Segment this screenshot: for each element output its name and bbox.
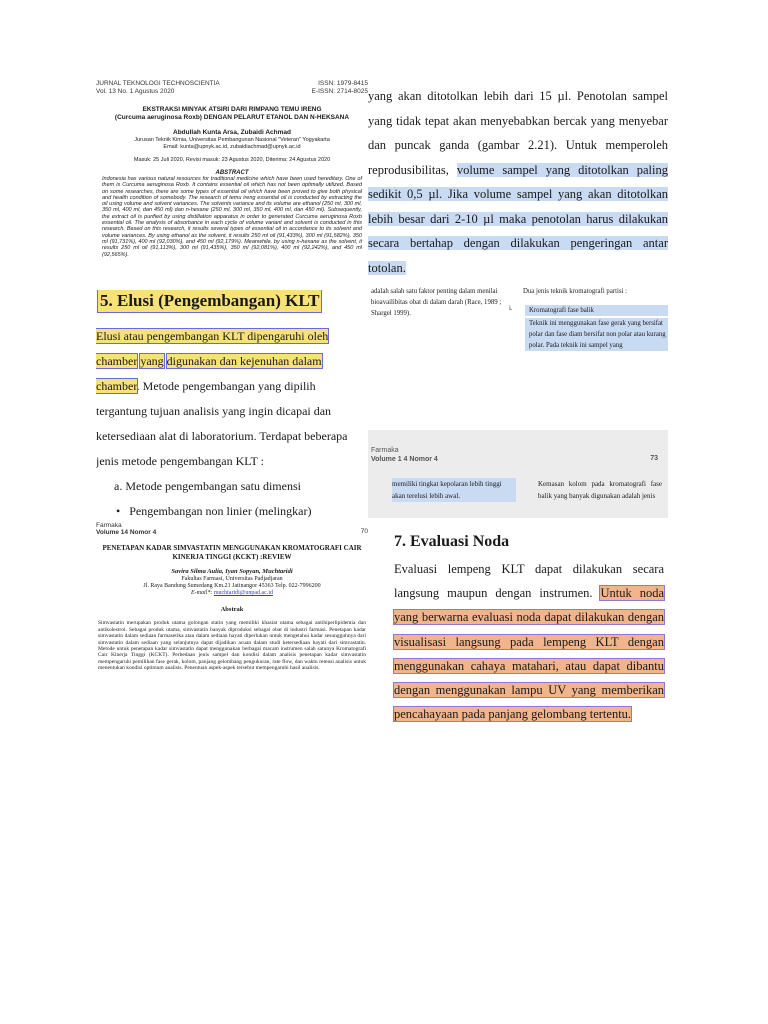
highlight-span: digunakan dan kejenuhan dalam	[166, 354, 322, 368]
paper-affiliation: Fakultas Farmasi, Universitas Padjadjaran	[181, 575, 283, 582]
highlight-span: chamber	[96, 354, 138, 368]
right-intro: Dua jenis teknik kromatografi partisi :	[523, 288, 628, 295]
body-text	[368, 282, 668, 284]
journal-volume: Volume 14 Nomor 4	[96, 529, 157, 537]
highlight-span: Untuk noda yang berwarna evaluasi noda dapat dilakukan dengan visualisasi langsung pada lempeng KLT dengan menggunakan cahaya matahari, atau dapat dibantu dengan menggunakan lampu UV yang memberikan pencahayaan pada panjang gelombang tertentu.	[394, 586, 664, 722]
body-text: . Metode pengembangan yang dipilih tergantung tujuan analisis yang ingin dicapai dan ketersediaan alat di laboratorium. Terdapat beberapa jenis metode pengembangan KLT :	[96, 379, 348, 468]
highlight-span: volume sampel yang ditotolkan paling sedikit 0,5 µl. Jika volume sampel yang akan ditotolkan lebih besar dari 2-10 µl maka penotolan harus dilakukan secara bertahap dengan dilakukan pengeringan antar totolan.	[368, 162, 668, 275]
body-text: Evaluasi lempeng KLT dapat dilakukan secara langsung maupun dengan instrumen.	[394, 562, 664, 601]
body-text	[368, 730, 668, 737]
journal-abstract-panel	[96, 80, 368, 273]
band-right-text: Kemasan kolom pada kromatografi fase balik yang banyak digunakan adalah jenis	[538, 480, 662, 500]
band-journal-name: Farmaka	[371, 447, 399, 454]
page-number: 70	[360, 528, 368, 535]
band-left-text: memiliki tingkat kepolaran lebih tinggi akan terelusi lebih awal.	[392, 478, 516, 502]
abstract-text: Indonesia has various natural resources for traditional medicine which have been used hereditary. One of them is Curcuma aeruginosa Roxb. It contains essential oil which has not been optimally utilized. Based on some researches, there are some types of essential oil which have been proved to give both physical and health condition of somebody. The research of temu ireng essential oil is conducted by extracting the oil using volume and solvent variances. The solvents variance and its volume are ethanol (250 ml, 300 ml, 350 ml, 400 ml, dan 450 ml) dan n-hexane (250 ml, 300 ml, 350 ml, 400 ml, dan 450 ml). Subsequently, the extract oil is purified by using distillation apparatus in order to generated Curcuma aeruginosa Roxb essential oil. The analysis of absorbance in each cycle of volume variant and solvent is conducted in this research. Based on this research, it results several types of essential oil in accordance to its solvent and volume variances. By using ethanol as the solvent, it results 250 ml oil (91,433%), 300 ml (91,582%), 350 ml (91,731%), 400 ml (92,030%), and 450 ml (92,179%). Meanwhile, by using n-hexane as the solvent, it results 250 ml oil (91,113%), 300 ml (91,435%), 350 ml (92,081%), 400 ml (92,242%), and 450 ml (92,565%).	[102, 176, 362, 258]
numbered-item	[509, 303, 668, 351]
journal-issn: ISSN: 1979-8415	[318, 80, 368, 87]
penotolan-section	[368, 84, 668, 284]
list-item: a. Metode pengembangan satu dimensi	[114, 479, 301, 493]
two-column-snippet	[368, 286, 668, 426]
paper-title-line1: EKSTRAKSI MINYAK ATSIRI DARI RIMPANG TEMU IRENG	[142, 106, 322, 113]
highlight-box: Teknik ini menggunakan fase gerak yang bersifat polar dan fase diam bersifat non polar atau kurang polar. Pada teknik ini sampel yang	[525, 318, 668, 351]
band-journal	[371, 446, 438, 464]
elusi-section	[96, 290, 368, 522]
journal-name: JURNAL TEKNOLOGI TECHNOSCIENTIA	[96, 80, 220, 87]
paper-affiliation: Jurusan Teknik Kimia, Universitas Pembangunan Nasional "Veteran" Yogyakarta	[134, 137, 330, 143]
paper-authors: Savira Silma Aulia, Iyan Sopyan, Muchtaridi	[171, 568, 293, 576]
body-text: yang akan ditotolkan lebih dari 15 µl. Penotolan sampel yang tidak tepat akan menyebabkan bercak yang menyebar dan puncak ganda (gambar 2.21). Untuk memperoleh reprodusibilitas,	[368, 89, 668, 177]
paper-dates: Masuk: 25 Juli 2020, Revisi masuk: 23 Agustus 2020, Diterima: 24 Agustus 2020	[133, 157, 331, 163]
left-column-text: adalah salah satu faktor penting dalam menilai bioavailibitas obat di dalam darah (Race, 1989 ; Shargel 1999).	[371, 288, 502, 317]
journal-volume: Vol. 13 No. 1 Agustus 2020	[96, 88, 175, 95]
journal-header	[96, 80, 368, 96]
abstract-text: Simvastatin merupakan produk utama golongan statin yang memiliki khasiat utama sebagai antihiperlipidemia dan antikolestrol. Sebagai produk utama, simvastatin banyak diproduksi sebagai obat di industri farmasi. Penetapan kadar simvastatin dalam sediaan farmasetika atau dalam sediaan hayati diperlukan untuk mengetahui kadar sesungguhnya dari simvastatin dalam sediaan yang selanjutnya dapat dijadikan acuan dalam studi ketersediaan hayati dari simvastatin. Metode untuk penetapan kadar simvastatin dapat menggunakan berbagai macam instrumen salah satunya Kromatografi Cair Kinerja Tinggi (KCKT). Perbedaan jenis sampel dan kondisi dalam analisis penetapan kadar simvastatin mempengaruhi pemilihan fase gerak, kolom, panjang gelombang pengukuran, rate flow, dan waktu retensi analisis untuk menentukan kondisi optimum analisis. Penentuan aspek-aspek tersebut mempengaruhi hasil analisis.	[98, 620, 366, 672]
highlight-span: chamber	[96, 379, 137, 393]
band-page-number: 73	[650, 455, 658, 462]
section-heading: 5. Elusi (Pengembangan) KLT	[100, 291, 320, 310]
abstract-heading: Abstrak	[220, 606, 244, 614]
paper-title	[96, 106, 368, 122]
journal-header	[96, 522, 368, 536]
bullet-item: • Pengembangan non linier (melingkar)	[116, 504, 312, 518]
highlight-span: yang	[140, 354, 164, 368]
evaluasi-section	[368, 525, 668, 737]
paper-email	[96, 590, 368, 597]
paper-title: PENETAPAN KADAR SIMVASTATIN MENGGUNAKAN KROMATOGRAFI CAIR KINERJA TINGGI (KCKT) :REVIEW	[102, 544, 362, 562]
band-journal-volume: Volume 1 4 Nomor 4	[371, 456, 438, 463]
email-label: E-mail*:	[190, 590, 213, 597]
highlight-span: Elusi atau pengembangan KLT dipengaruhi oleh	[96, 329, 329, 343]
email-link[interactable]: muchtaridi@unpad.ac.id	[213, 590, 273, 597]
simvastatin-paper	[96, 522, 368, 737]
section-heading: 7. Evaluasi Noda	[394, 533, 510, 550]
paper-address: Jl. Raya Bandung Sumedang Km.21 Jatinangor 45363 Telp. 022-7996200	[143, 582, 321, 589]
section-body	[96, 324, 368, 522]
item-number: i.	[509, 305, 513, 312]
paper-title-line2: (Curcuma aeruginosa Roxb) DENGAN PELARUT ETANOL DAN N-HEKSANA	[114, 114, 350, 121]
paper-authors: Abdullah Kunta Arsa, Zubaidi Achmad	[173, 129, 291, 136]
right-column	[509, 286, 668, 351]
highlight-box: Kromatografi fase balik	[525, 305, 668, 316]
journal-eissn: E-ISSN: 2714-8025	[311, 88, 368, 95]
section-body	[368, 557, 668, 726]
bullet-text: Pengembangan non linier (melingkar)	[129, 504, 312, 518]
journal-name: Farmaka	[96, 522, 122, 529]
paper-email: Email: kunta@upnyk.ac.id, zubaidiachmad@upnyk.ac.id	[163, 144, 301, 150]
page-break-band	[368, 430, 668, 518]
abstract-heading: ABSTRACT	[215, 170, 249, 176]
